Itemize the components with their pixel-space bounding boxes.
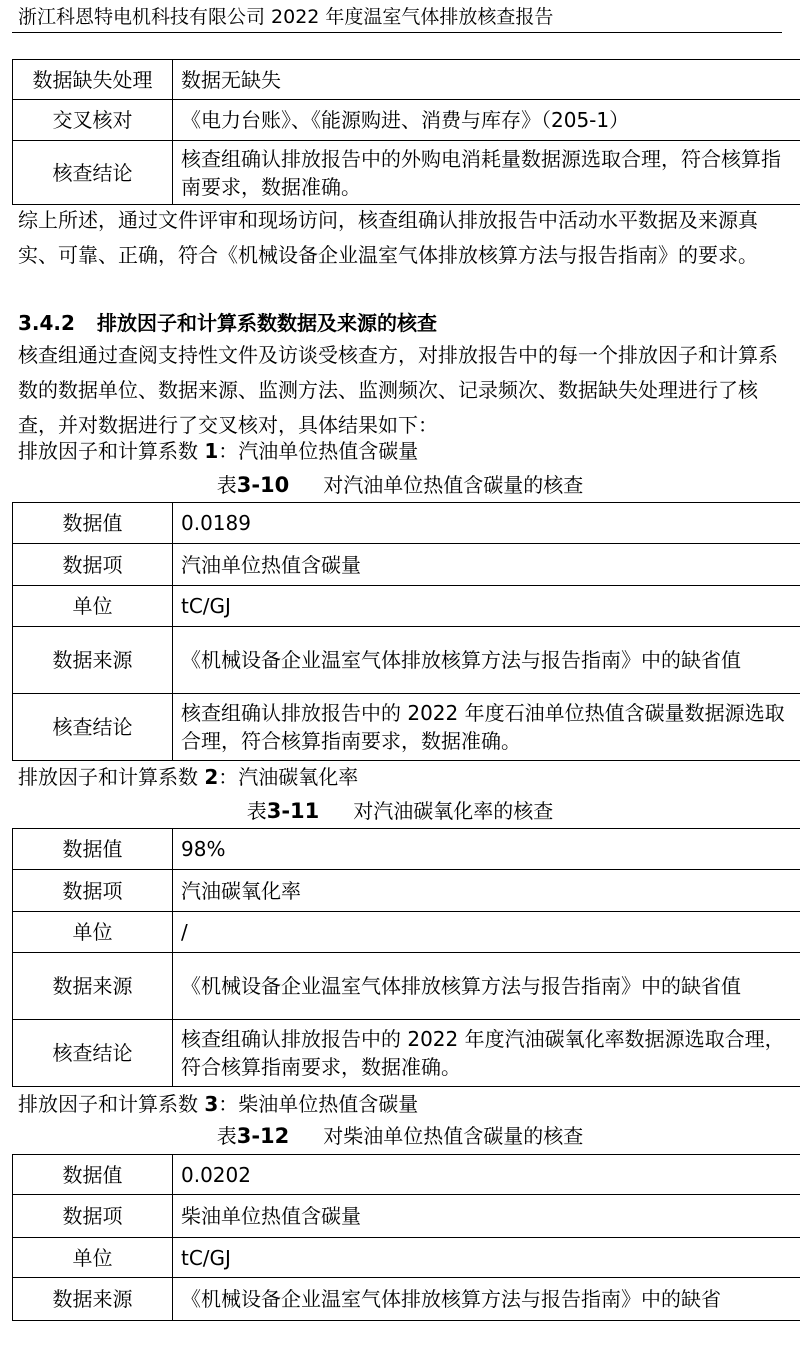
table-row <box>13 100 800 141</box>
factor-label <box>18 1089 418 1119</box>
row-key: 核查结论 <box>13 141 173 205</box>
factor-label-suffix: ：柴油单位热值含碳量 <box>218 1092 419 1116</box>
table-row <box>13 503 800 544</box>
row-key: 数据值 <box>13 829 173 870</box>
table-row <box>13 1195 800 1238</box>
factor-label-number: 3 <box>204 1092 219 1116</box>
row-value: 核查组确认排放报告中的外购电消耗量数据源选取合理，符合核算指南要求，数据准确。 <box>173 141 800 205</box>
factor-label <box>18 762 358 792</box>
caption-title: 对柴油单位热值含碳量的核查 <box>323 1124 584 1148</box>
header-divider <box>12 32 782 33</box>
row-key: 核查结论 <box>13 1020 173 1087</box>
row-value: 核查组确认排放报告中的 2022 年度汽油碳氧化率数据源选取合理，符合核算指南要求，数据准确。 <box>173 1020 800 1087</box>
factor-label-suffix: ：汽油碳氧化率 <box>218 765 359 789</box>
row-key: 数据值 <box>13 1155 173 1195</box>
row-value: 数据无缺失 <box>173 60 800 100</box>
row-key: 数据来源 <box>13 953 173 1020</box>
caption-prefix: 表 <box>246 799 267 823</box>
row-key: 数据项 <box>13 544 173 586</box>
factor-label-number: 2 <box>204 765 219 789</box>
row-value: 核查组确认排放报告中的 2022 年度石油单位热值含碳量数据源选取合理，符合核算指南要求，数据准确。 <box>173 694 800 761</box>
table-row <box>13 694 800 761</box>
caption-title: 对汽油碳氧化率的核查 <box>353 799 554 823</box>
caption-prefix: 表 <box>216 1124 237 1148</box>
table-row <box>13 60 800 100</box>
row-value: 汽油碳氧化率 <box>173 870 800 912</box>
row-value: tC/GJ <box>173 1238 800 1278</box>
summary-paragraph: 综上所述，通过文件评审和现场访问，核查组确认排放报告中活动水平数据及来源真实、可靠、正确，符合《机械设备企业温室气体排放核算方法与报告指南》的要求。 <box>18 208 758 267</box>
row-value: 98% <box>173 829 800 870</box>
row-value: 柴油单位热值含碳量 <box>173 1195 800 1238</box>
gasoline-oxidation-rate-table <box>12 828 800 1087</box>
table-row <box>13 1278 800 1321</box>
row-value: 《机械设备企业温室气体排放核算方法与报告指南》中的缺省值 <box>173 627 800 694</box>
row-key: 数据项 <box>13 1195 173 1238</box>
row-key: 交叉核对 <box>13 100 173 141</box>
row-key: 单位 <box>13 586 173 627</box>
table-row <box>13 586 800 627</box>
table-row <box>13 141 800 205</box>
row-value: 0.0202 <box>173 1155 800 1195</box>
factor-label-prefix: 排放因子和计算系数 <box>18 1092 205 1116</box>
electricity-verification-table <box>12 59 800 205</box>
row-value: 0.0189 <box>173 503 800 544</box>
row-value: 《电力台账》、《能源购进、消费与库存》（205-1） <box>173 100 800 141</box>
gasoline-carbon-content-table <box>12 502 800 761</box>
row-value: 汽油单位热值含碳量 <box>173 544 800 586</box>
caption-number: 3-12 <box>236 1124 290 1148</box>
row-value: tC/GJ <box>173 586 800 627</box>
diesel-carbon-content-table <box>12 1154 800 1321</box>
row-key: 数据缺失处理 <box>13 60 173 100</box>
table-caption <box>0 1121 800 1151</box>
row-key: 核查结论 <box>13 694 173 761</box>
row-key: 数据来源 <box>13 1278 173 1321</box>
table-row <box>13 829 800 870</box>
table-row <box>13 627 800 694</box>
row-value: 《机械设备企业温室气体排放核算方法与报告指南》中的缺省 <box>173 1278 800 1321</box>
intro-paragraph: 核查组通过查阅支持性文件及访谈受核查方，对排放报告中的每一个排放因子和计算系数的数据单位、数据来源、监测方法、监测频次、记录频次、数据缺失处理进行了核查，并对数据进行了交叉核对，具体结果如下： <box>18 343 778 437</box>
factor-label-suffix: ：汽油单位热值含碳量 <box>218 439 419 463</box>
section-title: 排放因子和计算系数数据及来源的核查 <box>96 311 437 335</box>
table-row <box>13 544 800 586</box>
row-value: / <box>173 912 800 953</box>
factor-label <box>18 436 418 466</box>
row-key: 数据值 <box>13 503 173 544</box>
row-value: 《机械设备企业温室气体排放核算方法与报告指南》中的缺省值 <box>173 953 800 1020</box>
row-key: 单位 <box>13 1238 173 1278</box>
table-row <box>13 1238 800 1278</box>
table-row <box>13 1155 800 1195</box>
factor-label-prefix: 排放因子和计算系数 <box>18 439 205 463</box>
table-caption <box>0 796 800 826</box>
factor-label-prefix: 排放因子和计算系数 <box>18 765 205 789</box>
caption-number: 3-10 <box>236 473 290 497</box>
caption-prefix: 表 <box>216 473 237 497</box>
factor-label-number: 1 <box>204 439 219 463</box>
section-number: 3.4.2 <box>18 311 75 335</box>
table-row <box>13 1020 800 1087</box>
table-caption <box>0 470 800 500</box>
table-row <box>13 870 800 912</box>
row-key: 数据来源 <box>13 627 173 694</box>
table-row <box>13 953 800 1020</box>
caption-number: 3-11 <box>266 799 320 823</box>
row-key: 单位 <box>13 912 173 953</box>
table-row <box>13 912 800 953</box>
row-key: 数据项 <box>13 870 173 912</box>
caption-title: 对汽油单位热值含碳量的核查 <box>323 473 584 497</box>
section-heading <box>18 308 437 338</box>
report-header-title: 浙江科恩特电机科技有限公司 2022 年度温室气体排放核查报告 <box>18 6 554 28</box>
